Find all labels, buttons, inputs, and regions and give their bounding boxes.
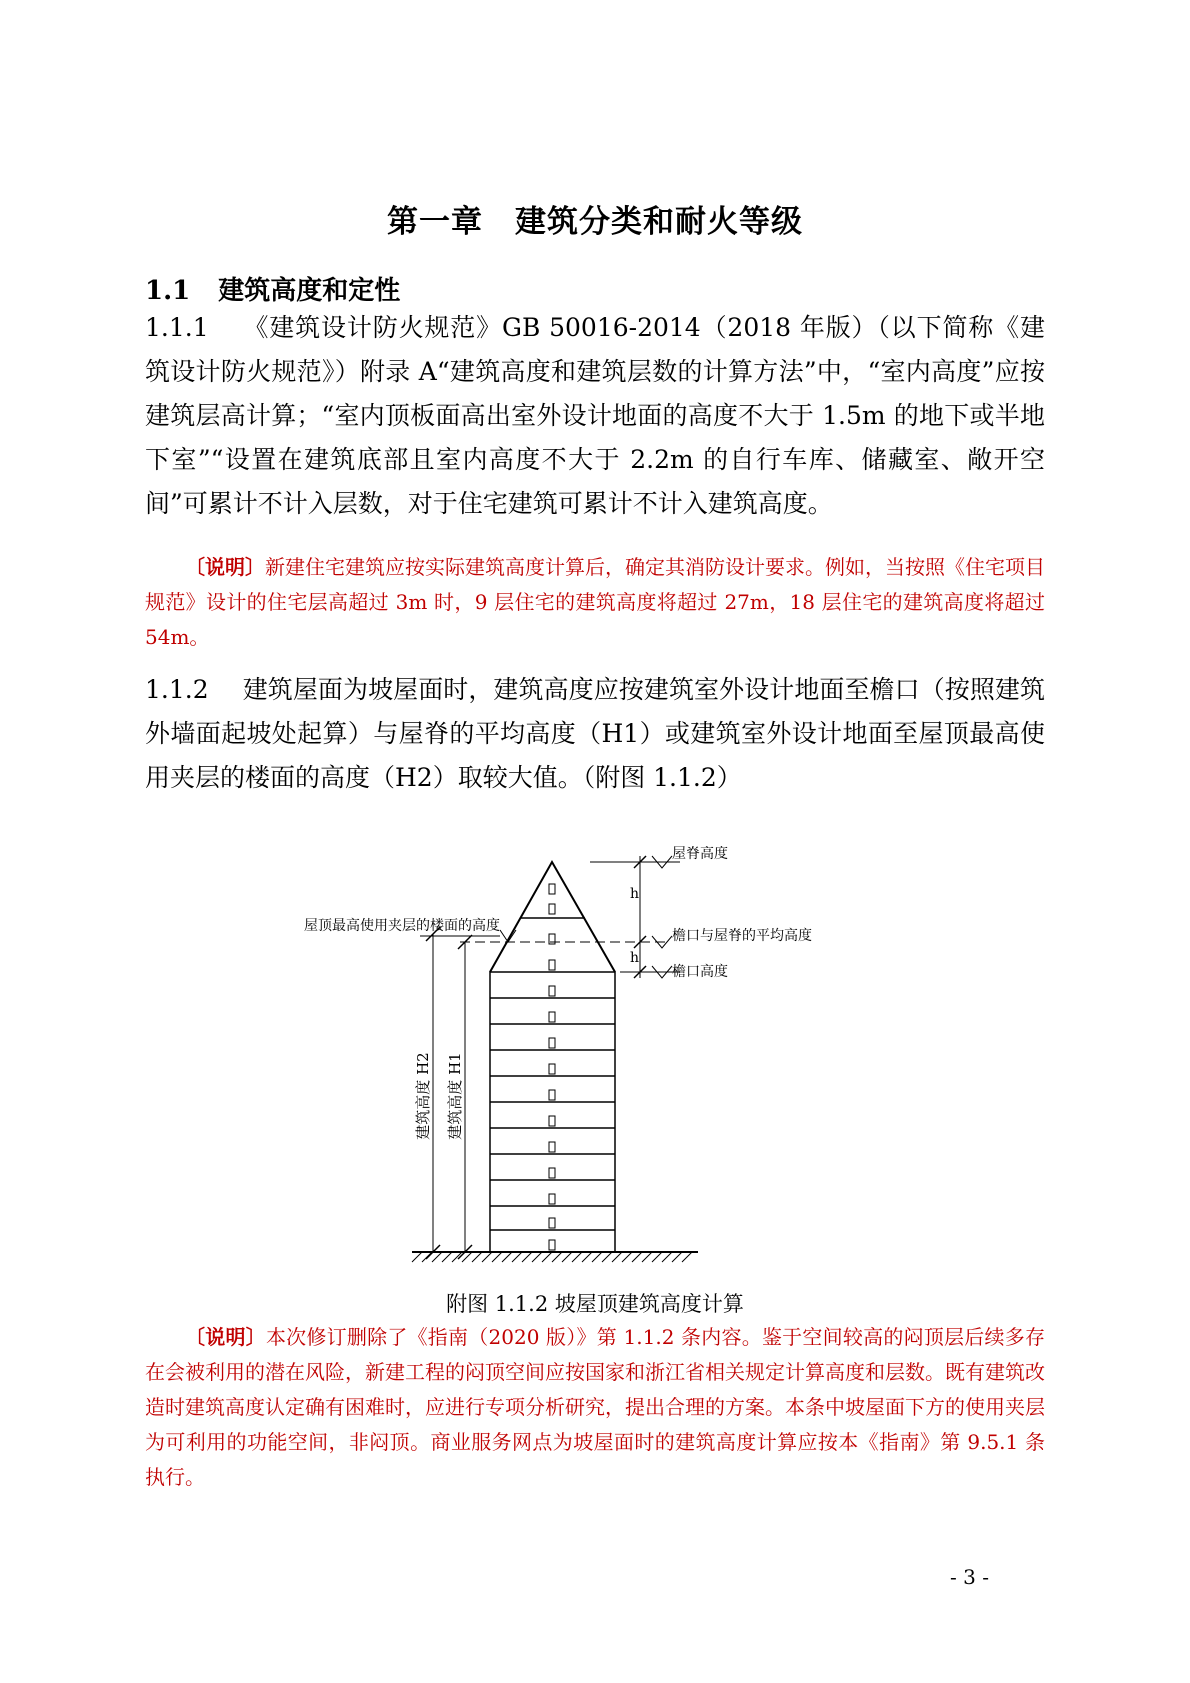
clause-text: 建筑屋面为坡屋面时，建筑高度应按建筑室外设计地面至檐口（按照建筑外墙面起坡处起算）与屋脊的平均高度（H1）或建筑室外设计地面至屋顶最高使用夹层的楼面的高度（H2）取较大值。（附图 1.1.2） — [145, 675, 1045, 792]
clause-1-1-1 — [145, 306, 1045, 526]
h2-label: 建筑高度 H2 — [414, 1052, 432, 1140]
building-body — [490, 972, 615, 1252]
section-heading — [145, 270, 400, 307]
page-number: - 3 - — [950, 1565, 989, 1589]
clause-number: 1.1.1 — [145, 313, 209, 342]
note-tag: 〔说明〕 — [185, 1325, 266, 1349]
figure-caption: 附图 1.1.2 坡屋顶建筑高度计算 — [446, 1292, 744, 1316]
pitched-roof-height-diagram — [300, 846, 860, 1276]
h1-label: 建筑高度 H1 — [446, 1052, 464, 1140]
section-title: 建筑高度和定性 — [218, 276, 401, 306]
ground-hatch — [412, 1252, 692, 1262]
mezzanine-height-label: 屋顶最高使用夹层的楼面的高度 — [304, 918, 500, 934]
eave-height-label: 檐口高度 — [672, 964, 728, 980]
clause-1-1-1-note — [145, 550, 1045, 655]
chapter-title: 第一章 建筑分类和耐火等级 — [387, 204, 803, 240]
clause-1-1-2 — [145, 668, 1045, 800]
note-tag: 〔说明〕 — [185, 555, 265, 579]
clause-number: 1.1.2 — [145, 675, 209, 704]
h-label-upper: h — [630, 886, 640, 902]
h-label-lower: h — [630, 950, 640, 966]
ridge-height-label: 屋脊高度 — [672, 846, 728, 862]
windows — [549, 884, 555, 1250]
clause-1-1-2-note — [145, 1320, 1045, 1495]
note-text: 本次修订删除了《指南（2020 版）》第 1.1.2 条内容。鉴于空间较高的闷顶层后续多存在会被利用的潜在风险，新建工程的闷顶空间应按国家和浙江省相关规定计算高度和层数。既有建筑改造时建筑高度认定确有困难时，应进行专项分析研究，提出合理的方案。本条中坡屋面下方的使用夹层为可利用的功能空间，非闷顶。商业服务网点为坡屋面时的建筑高度计算应按本《指南》第 9.5.1 条执行。 — [145, 1325, 1045, 1489]
average-height-label: 檐口与屋脊的平均高度 — [672, 928, 812, 944]
clause-text: 《建筑设计防火规范》GB 50016-2014（2018 年版）（以下简称《建筑设计防火规范》）附录 A“建筑高度和建筑层数的计算方法”中，“室内高度”应按建筑层高计算；“室内顶板面高出室外设计地面的高度不大于 1.5m 的地下或半地下室”“设置在建筑底部且室内高度不大于 2.2m 的自行车库、储藏室、敞开空间”可累计不计入层数，对于住宅建筑可累计不计入建筑高度。 — [145, 313, 1045, 518]
pitched-roof — [490, 862, 615, 972]
note-text: 新建住宅建筑应按实际建筑高度计算后，确定其消防设计要求。例如，当按照《住宅项目规范》设计的住宅层高超过 3m 时，9 层住宅的建筑高度将超过 27m，18 层住宅的建筑高度将超过 54m。 — [145, 555, 1045, 649]
floor-lines — [490, 998, 615, 1230]
section-number: 1.1 — [145, 276, 191, 306]
